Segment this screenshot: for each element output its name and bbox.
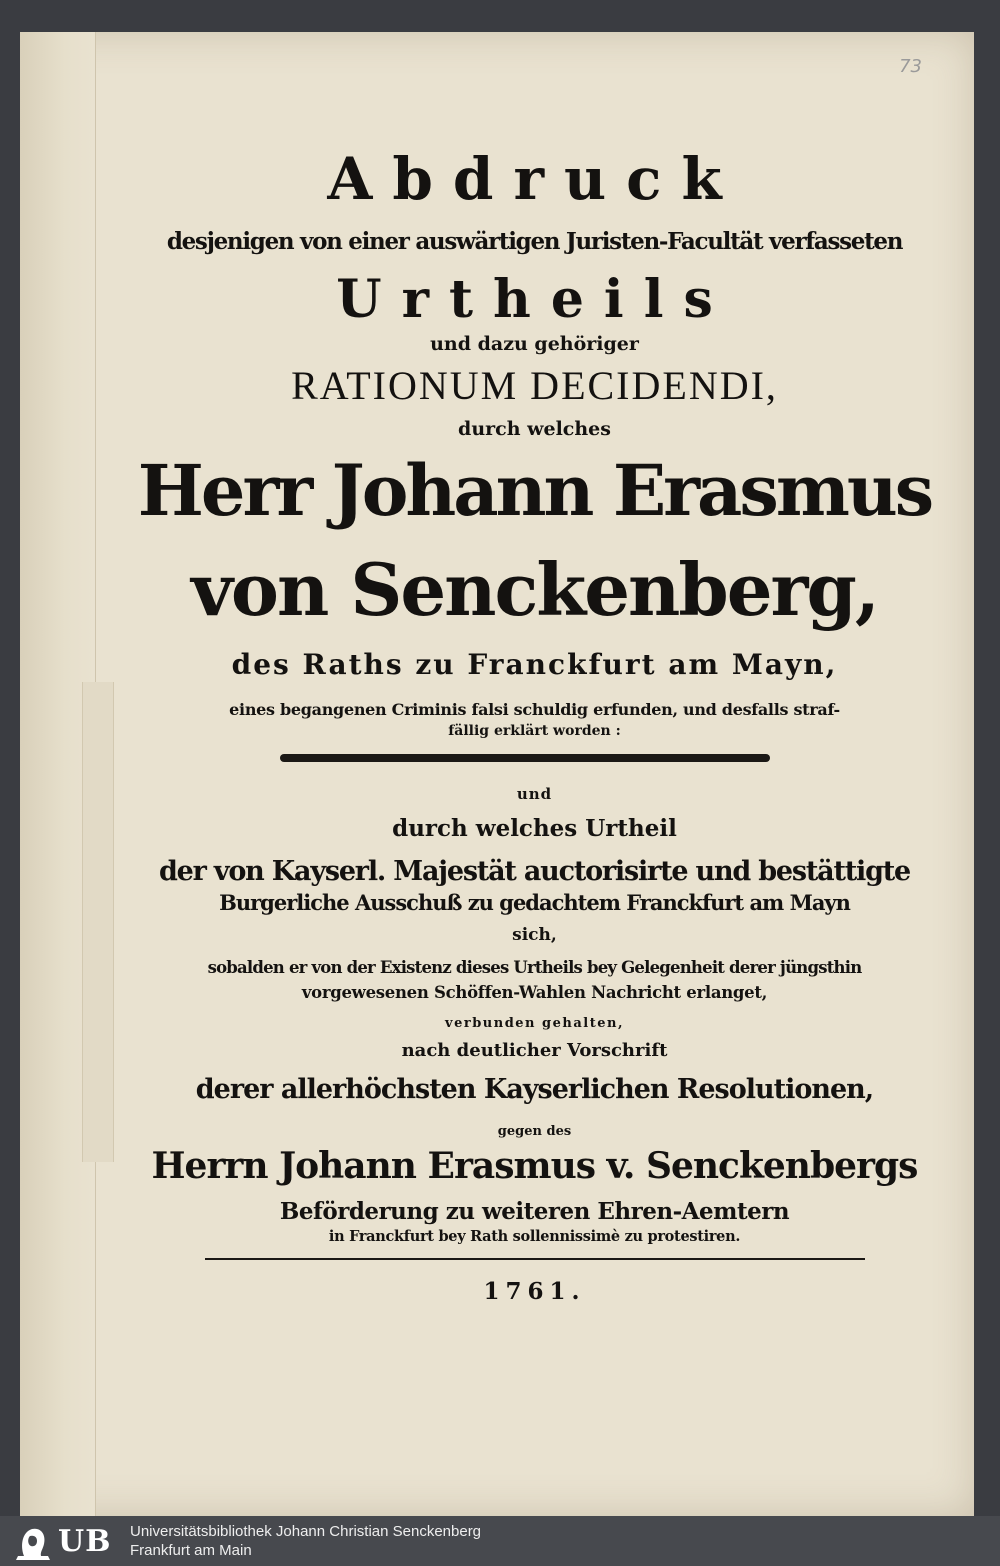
body-line-vorschrift: nach deutlicher Vorschrift (401, 1040, 668, 1061)
body-line-gegen-des: gegen des (497, 1124, 572, 1139)
body-line-protestiren: in Franckfurt bey Rath sollennissimè zu protestiren. (328, 1228, 741, 1245)
library-city: Frankfurt am Main (130, 1542, 252, 1559)
body-line-schoeffen-wahlen: vorgewesenen Schöffen-Wahlen Nachricht erlanget, (301, 983, 768, 1002)
library-name[interactable]: Universitätsbibliothek Johann Christian Senckenberg (130, 1523, 482, 1540)
title-line-raths-franckfurt: des Raths zu Franckfurt am Mayn, (231, 648, 838, 681)
ub-logo-text: UB (58, 1523, 112, 1559)
library-footer (0, 1516, 1000, 1566)
thin-divider (205, 1258, 865, 1260)
body-line-und: und (516, 785, 553, 803)
senckenberg-portrait-icon (10, 1522, 54, 1560)
document-page (20, 32, 974, 1516)
heavy-divider (280, 754, 770, 762)
body-line-majestaet: der von Kayserl. Majestät auctorisirte und bestättigte (158, 856, 911, 887)
publication-year: 1761. (483, 1278, 586, 1305)
title-line-gehoeriger: und dazu gehöriger (430, 333, 639, 355)
body-line-resolutionen: derer allerhöchsten Kayserlichen Resolutionen, (195, 1074, 874, 1105)
title-urtheils: Urtheils (336, 269, 733, 330)
title-page-content (95, 32, 974, 1516)
title-abdruck: Abdruck (327, 145, 742, 213)
title-rationum-decidendi: RATIONUM DECIDENDI, (291, 363, 778, 408)
title-line-durch-welches: durch welches (458, 418, 611, 440)
body-line-urtheil: durch welches Urtheil (392, 815, 677, 842)
margin-note: 73 (899, 56, 922, 77)
body-line-existenz: sobalden er von der Existenz dieses Urtheils bey Gelegenheit derer jüngsthin (207, 958, 862, 977)
title-name-von-senckenberg: von Senckenberg, (191, 547, 878, 632)
body-line-verbunden: verbunden gehalten, (445, 1016, 624, 1031)
body-line-ausschuss: Burgerliche Ausschuß zu gedachtem Franckfurt am Mayn (219, 890, 850, 915)
body-line-ehren-aemtern: Beförderung zu weiteren Ehren-Aemtern (279, 1198, 790, 1225)
library-logo[interactable] (10, 1522, 120, 1560)
title-line-facultaet: desjenigen von einer auswärtigen Juristen-Facultät verfasseten (166, 228, 903, 255)
title-line-erklaert: fällig erklärt worden : (448, 723, 621, 739)
body-line-herrn-senckenbergs: Herrn Johann Erasmus v. Senckenbergs (151, 1145, 918, 1187)
body-line-sich: sich, (512, 925, 557, 945)
title-line-criminis-falsi: eines begangenen Criminis falsi schuldig erfunden, und desfalls straf- (229, 700, 840, 719)
title-name-herr-johann-erasmus: Herr Johann Erasmus (137, 449, 932, 532)
